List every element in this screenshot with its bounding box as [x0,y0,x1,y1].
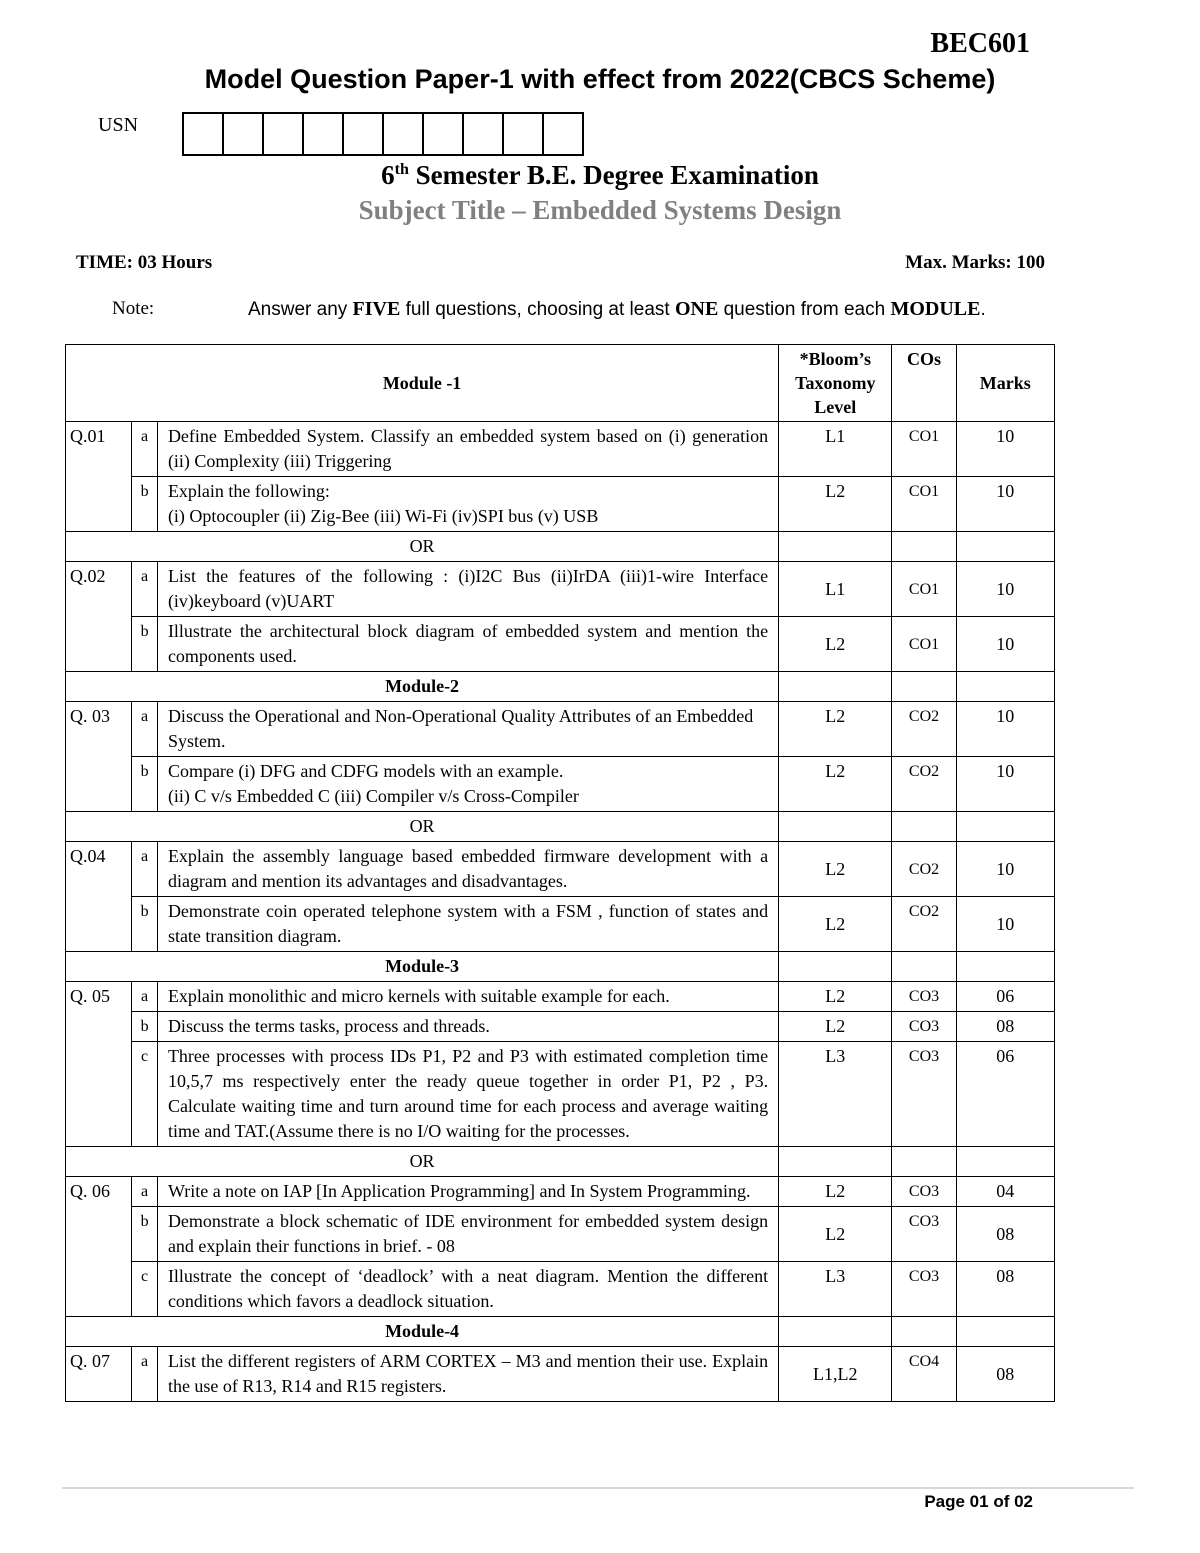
or-row [66,812,1055,842]
table-row [66,982,1055,1012]
bloom-level: L2 [779,897,892,952]
question-text: Explain monolithic and micro kernels with suitable example for each. [157,982,778,1012]
sub-label: a [132,1347,158,1402]
question-line: (i) Optocoupler (ii) Zig-Bee (iii) Wi-Fi (iv)SPI bus (v) USB [167,506,599,526]
sub-label: b [132,617,158,672]
module-4-heading: Module-4 [66,1317,779,1347]
co-value: CO3 [892,1012,956,1042]
co-value: CO2 [892,757,956,812]
marks-header: Marks [956,345,1054,422]
sub-label: a [132,702,158,757]
marks-value: 10 [956,477,1054,532]
bloom-level: L2 [779,617,892,672]
module-row [66,1317,1055,1347]
usn-box [224,114,264,154]
table-row [66,1177,1055,1207]
co-value: CO2 [892,842,956,897]
marks-value: 10 [956,897,1054,952]
table-row [66,1347,1055,1402]
bloom-level: L2 [779,702,892,757]
or-row [66,1147,1055,1177]
module-1-header: Module -1 [66,345,779,422]
usn-box [344,114,384,154]
usn-box [304,114,344,154]
bloom-level: L3 [779,1262,892,1317]
marks-value: 08 [956,1262,1054,1317]
sub-label: a [132,842,158,897]
usn-box [464,114,504,154]
or-separator: OR [66,1147,779,1177]
sub-label: b [132,1012,158,1042]
table-row [66,1207,1055,1262]
table-row [66,562,1055,617]
sub-label: b [132,477,158,532]
bloom-level: L2 [779,477,892,532]
table-row [66,1042,1055,1147]
co-value: CO4 [892,1347,956,1402]
bloom-level: L1,L2 [779,1347,892,1402]
sub-label: a [132,422,158,477]
bloom-level: L2 [779,757,892,812]
bloom-level: L2 [779,1207,892,1262]
table-row [66,702,1055,757]
module-row [66,952,1055,982]
question-text: Discuss the terms tasks, process and threads. [157,1012,778,1042]
usn-box [504,114,544,154]
or-separator: OR [66,532,779,562]
question-text: Demonstrate a block schematic of IDE environment for embedded system design and explain their functions in brief. - 08 [157,1207,778,1262]
question-text [157,757,778,812]
paper-title: Model Question Paper-1 with effect from 2022(CBCS Scheme) [204,64,996,94]
co-value: CO2 [892,897,956,952]
question-text [157,477,778,532]
sub-label: c [132,1262,158,1317]
table-row [66,1262,1055,1317]
sub-label: b [132,1207,158,1262]
marks-value: 04 [956,1177,1054,1207]
question-number: Q.01 [66,422,132,532]
table-row [66,422,1055,477]
time-label: TIME: 03 Hours [76,252,213,273]
or-row [66,532,1055,562]
bloom-header: *Bloom’s Taxonomy Level [779,345,892,422]
table-row [66,842,1055,897]
bloom-level: L2 [779,982,892,1012]
sub-label: b [132,897,158,952]
bloom-level: L2 [779,1012,892,1042]
semester-text: Semester B.E. Degree Examination [408,160,819,190]
question-text: Illustrate the concept of ‘deadlock’ with a neat diagram. Mention the different conditions which favors a deadlock situation. [157,1262,778,1317]
table-header [66,345,1055,422]
co-value: CO3 [892,1177,956,1207]
marks-value: 10 [956,757,1054,812]
bloom-level: L2 [779,1177,892,1207]
semester-number: 6 [381,160,395,190]
question-table [65,344,1055,1402]
question-text: Illustrate the architectural block diagram of embedded system and mention the components used. [157,617,778,672]
question-text: List the features of the following : (i)I2C Bus (ii)IrDA (iii)1-wire Interface (iv)keyboard (v)UART [157,562,778,617]
question-number: Q. 03 [66,702,132,812]
question-number: Q.02 [66,562,132,672]
table-row [66,1012,1055,1042]
bloom-level: L1 [779,422,892,477]
sub-label: b [132,757,158,812]
usn-box [264,114,304,154]
note-part: . [980,299,986,320]
co-value: CO1 [892,422,956,477]
question-text: Write a note on IAP [In Application Programming] and In System Programming. [157,1177,778,1207]
note-part: full questions, choosing at least [400,299,675,320]
note-emph: ONE [674,298,719,320]
subject-title: Subject Title – Embedded Systems Design [358,195,842,225]
marks-value: 10 [956,842,1054,897]
marks-value: 08 [956,1347,1054,1402]
cos-header: COs [892,345,956,422]
question-text: Explain the assembly language based embedded firmware development with a diagram and mention its advantages and disadvantages. [157,842,778,897]
semester-heading [0,160,1200,191]
question-line: (ii) C v/s Embedded C (iii) Compiler v/s Cross-Compiler [167,786,579,806]
co-value: CO1 [892,617,956,672]
question-text: Define Embedded System. Classify an embedded system based on (i) generation (ii) Complexity (iii) Triggering [157,422,778,477]
co-value: CO3 [892,1207,956,1262]
question-line: Explain the following: [167,481,330,501]
usn-box [424,114,464,154]
usn-box [544,114,582,154]
marks-value: 06 [956,1042,1054,1147]
question-number: Q. 07 [66,1347,132,1402]
co-value: CO2 [892,702,956,757]
bloom-level: L2 [779,842,892,897]
question-text: List the different registers of ARM CORTEX – M3 and mention their use. Explain the use of R13, R14 and R15 registers. [157,1347,778,1402]
marks-value: 10 [956,702,1054,757]
note-emph: FIVE [352,298,401,320]
question-text: Three processes with process IDs P1, P2 and P3 with estimated completion time 10,5,7 ms respectively enter the ready queue together in order P1, P2 , P3. Calculate waiting time and turn around time for each process and average waiting time and TAT.(Assume there is no I/O waiting for the processes. [157,1042,778,1147]
footer-divider [62,1487,1134,1489]
table-row [66,477,1055,532]
usn-box [384,114,424,154]
co-value: CO3 [892,982,956,1012]
marks-value: 06 [956,982,1054,1012]
note-label: Note: [112,298,155,319]
sub-label: a [132,562,158,617]
marks-value: 10 [956,617,1054,672]
table-row [66,897,1055,952]
question-text: Discuss the Operational and Non-Operational Quality Attributes of an Embedded System. [157,702,778,757]
co-value: CO1 [892,477,956,532]
marks-value: 10 [956,562,1054,617]
module-2-heading: Module-2 [66,672,779,702]
question-number: Q.04 [66,842,132,952]
subject-code: BEC601 [930,28,1030,59]
note-text [248,298,986,321]
module-row [66,672,1055,702]
marks-value: 10 [956,422,1054,477]
co-value: CO1 [892,562,956,617]
co-value: CO3 [892,1042,956,1147]
table-row [66,617,1055,672]
page-number: Page 01 of 02 [924,1492,1033,1511]
question-number: Q. 06 [66,1177,132,1317]
usn-label: USN [98,114,139,136]
sub-label: a [132,982,158,1012]
question-number: Q. 05 [66,982,132,1147]
bloom-level: L3 [779,1042,892,1147]
usn-box [184,114,224,154]
sub-label: c [132,1042,158,1147]
marks-value: 08 [956,1012,1054,1042]
usn-boxes [182,112,584,156]
question-line: Compare (i) DFG and CDFG models with an example. [167,761,564,781]
note-emph: MODULE [890,298,981,320]
note-part: Answer any [248,299,353,320]
table-row [66,757,1055,812]
bloom-level: L1 [779,562,892,617]
usn-row [98,112,584,156]
or-separator: OR [66,812,779,842]
note-part: question from each [718,299,891,320]
module-3-heading: Module-3 [66,952,779,982]
marks-value: 08 [956,1207,1054,1262]
max-marks-label: Max. Marks: 100 [905,252,1045,273]
semester-suffix: th [394,161,409,178]
co-value: CO3 [892,1262,956,1317]
sub-label: a [132,1177,158,1207]
question-text: Demonstrate coin operated telephone system with a FSM , function of states and state transition diagram. [157,897,778,952]
